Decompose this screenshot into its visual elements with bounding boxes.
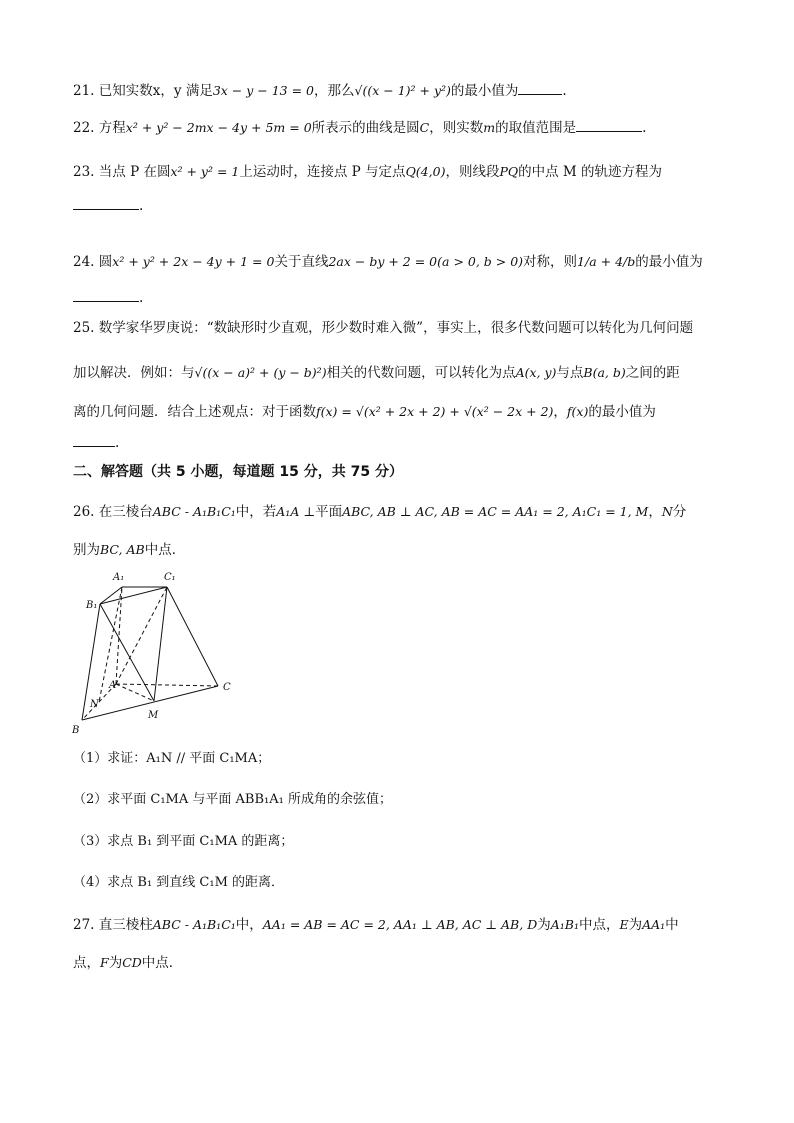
math-expression: 2ax − by + 2 = 0(a > 0, b > 0) bbox=[328, 254, 524, 269]
question-25-line3 bbox=[73, 402, 734, 422]
question-text: 的最小值为 bbox=[588, 404, 656, 420]
math-expression: Q(4,0) bbox=[405, 164, 446, 179]
question-text: 相关的代数问题，可以转化为点 bbox=[326, 365, 516, 381]
math-expression: m bbox=[483, 120, 496, 135]
question-26-line2 bbox=[73, 540, 734, 560]
question-26-part-3: （3）求点 B₁ 到平面 C₁MA 的距离； bbox=[73, 834, 294, 849]
math-expression: AA₁ = AB = AC = 2, AA₁ ⊥ AB, AC ⊥ AB, D bbox=[262, 917, 538, 932]
label-c1: C₁ bbox=[164, 572, 176, 583]
question-text: ，则实数 bbox=[429, 120, 484, 136]
question-23 bbox=[73, 162, 734, 182]
label-a: A bbox=[109, 680, 117, 691]
period: . bbox=[562, 83, 567, 99]
question-number: 24. bbox=[73, 254, 95, 270]
question-25-blank-line bbox=[73, 432, 734, 453]
answer-blank bbox=[576, 117, 642, 132]
label-a1: A₁ bbox=[113, 572, 125, 583]
question-text: 数学家华罗庚说：“数缺形时少直观，形少数时难入微”，事实上，很多代数问题可以转化为几何问题 bbox=[98, 320, 694, 336]
math-expression: ABC, AB ⊥ AC, AB = AC = AA₁ = 2, A₁C₁ = 1, M bbox=[342, 504, 649, 519]
question-text: 为 bbox=[628, 917, 643, 933]
question-number: 22. bbox=[73, 120, 95, 136]
question-text: 中， bbox=[235, 917, 263, 933]
question-text: 中点． bbox=[141, 955, 183, 971]
question-26-part-4: （4）求点 B₁ 到直线 C₁M 的距离． bbox=[73, 875, 285, 890]
answer-blank bbox=[73, 432, 115, 447]
question-text: ， bbox=[648, 504, 662, 520]
question-text: 对称，则 bbox=[523, 254, 578, 270]
question-text: 上运动时，连接点 P 与定点 bbox=[239, 164, 406, 180]
math-expression: A₁B₁ bbox=[550, 917, 579, 932]
label-b: B bbox=[72, 725, 80, 736]
question-text: 分 bbox=[672, 504, 687, 520]
math-expression: 1/a + 4/b bbox=[577, 254, 636, 269]
math-expression: ABC - A₁B₁C₁ bbox=[152, 504, 236, 519]
question-number: 26. bbox=[73, 504, 95, 520]
edge-c-c1 bbox=[167, 587, 218, 686]
answer-blank bbox=[518, 80, 562, 95]
question-text: ， bbox=[553, 404, 567, 420]
math-expression: BC, AB bbox=[100, 542, 145, 557]
answer-blank bbox=[73, 287, 139, 302]
question-26-part-1: （1）求证：A₁N // 平面 C₁MA； bbox=[73, 751, 271, 766]
question-text: 离的几何问题．结合上述观点：对于函数 bbox=[73, 404, 316, 420]
question-text: 在三棱台 bbox=[98, 504, 153, 520]
question-text: 圆 bbox=[98, 254, 113, 270]
math-expression: √((x − 1)² + y²) bbox=[354, 83, 451, 98]
period: . bbox=[139, 290, 144, 306]
question-text: 所表示的曲线是圆 bbox=[311, 120, 420, 136]
question-text: 中点． bbox=[144, 542, 186, 558]
math-expression: f(x) = √(x² + 2x + 2) + √(x² − 2x + 2) bbox=[316, 404, 554, 419]
question-21 bbox=[73, 80, 734, 101]
question-24-blank-line bbox=[73, 287, 734, 308]
math-expression: x² + y² = 1 bbox=[170, 164, 240, 179]
math-expression: x² + y² − 2mx − 4y + 5m = 0 bbox=[125, 120, 312, 135]
math-expression: F bbox=[100, 955, 109, 970]
math-expression: PQ bbox=[499, 164, 519, 179]
question-number: 27. bbox=[73, 917, 95, 933]
math-expression: AA₁ bbox=[642, 917, 666, 932]
label-c: C bbox=[223, 682, 231, 693]
question-text: 中，若 bbox=[235, 504, 277, 520]
question-text: 点， bbox=[73, 955, 100, 971]
question-text: ，那么 bbox=[314, 83, 355, 99]
math-expression: E bbox=[619, 917, 629, 932]
question-number: 23. bbox=[73, 164, 95, 180]
period: . bbox=[115, 435, 120, 451]
question-text: 的取值范围是 bbox=[495, 120, 577, 136]
math-expression: f(x) bbox=[566, 404, 589, 419]
hidden-edge-a-c bbox=[116, 684, 218, 686]
section-heading: 二、解答题（共 5 小题，每道题 15 分，共 75 分） bbox=[73, 464, 403, 480]
hidden-segment-a-m bbox=[116, 684, 154, 701]
question-text: 的中点 M 的轨迹方程为 bbox=[518, 164, 663, 180]
question-text: 别为 bbox=[73, 542, 100, 558]
math-expression: B(a, b) bbox=[583, 365, 626, 380]
math-expression: √((x − a)² + (y − b)²) bbox=[194, 365, 327, 380]
question-text: 已知实数x，y 满足 bbox=[98, 83, 213, 99]
answer-blank bbox=[73, 195, 139, 210]
question-text: 为 bbox=[108, 955, 123, 971]
math-expression: 3x − y − 13 = 0 bbox=[212, 83, 315, 98]
question-text: 的最小值为 bbox=[450, 83, 519, 99]
question-27 bbox=[73, 915, 734, 935]
question-26-part-2: （2）求平面 C₁MA 与平面 ABB₁A₁ 所成角的余弦值； bbox=[73, 792, 392, 807]
math-expression: CD bbox=[122, 955, 142, 970]
math-expression: A(x, y) bbox=[515, 365, 557, 380]
period: . bbox=[139, 198, 144, 214]
question-text: 中点， bbox=[578, 917, 620, 933]
label-m: M bbox=[148, 710, 159, 721]
question-text: 的最小值为 bbox=[635, 254, 703, 270]
question-number: 21. bbox=[73, 83, 95, 99]
label-n: N bbox=[90, 699, 99, 710]
label-b1: B₁ bbox=[86, 600, 98, 611]
question-text: 当点 P 在圆 bbox=[98, 164, 171, 180]
edge-b1-c1 bbox=[100, 587, 167, 604]
math-expression: ABC - A₁B₁C₁ bbox=[152, 917, 236, 932]
math-expression: x² + y² + 2x − 4y + 1 = 0 bbox=[112, 254, 275, 269]
question-23-blank-line bbox=[73, 195, 734, 216]
math-expression: N bbox=[661, 504, 673, 519]
question-text: 为 bbox=[537, 917, 551, 933]
question-26 bbox=[73, 502, 734, 522]
segment-c1-m bbox=[154, 587, 167, 701]
question-25-line2 bbox=[73, 363, 734, 383]
question-27-line2 bbox=[73, 953, 734, 973]
question-text: 关于直线 bbox=[274, 254, 329, 270]
question-text: ，则线段 bbox=[445, 164, 500, 180]
math-expression: A₁A ⊥ bbox=[276, 504, 316, 519]
question-text: 加以解决．例如：与 bbox=[73, 365, 195, 381]
question-22 bbox=[73, 117, 734, 138]
question-text: 中 bbox=[665, 917, 679, 933]
question-text: 平面 bbox=[315, 504, 343, 520]
hidden-segment-a-c1 bbox=[116, 587, 167, 684]
math-expression: C bbox=[419, 120, 430, 135]
period: . bbox=[642, 120, 647, 136]
question-text: 与点 bbox=[556, 365, 584, 381]
frustum-figure bbox=[70, 568, 250, 740]
question-25 bbox=[73, 318, 734, 338]
question-text: 直三棱柱 bbox=[98, 917, 153, 933]
question-text: 方程 bbox=[98, 120, 126, 136]
question-text: 之间的距 bbox=[625, 365, 680, 381]
question-24 bbox=[73, 252, 734, 272]
question-number: 25. bbox=[73, 320, 95, 336]
